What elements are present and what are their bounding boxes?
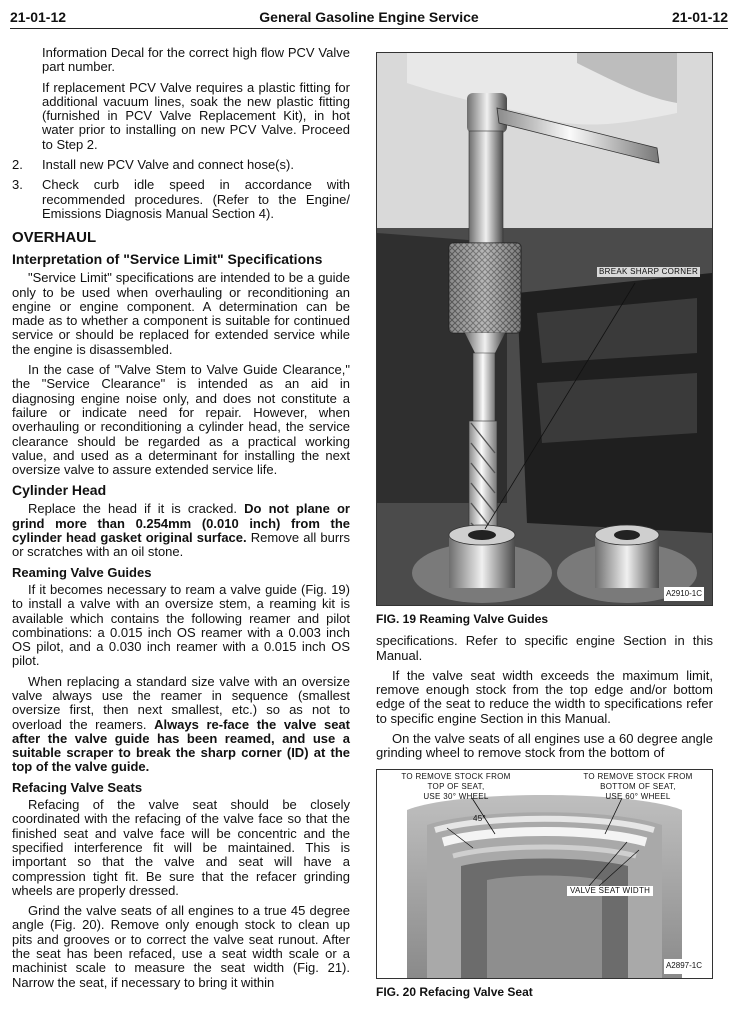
step-text: Install new PCV Valve and connect hose(s). xyxy=(42,157,294,173)
heading-reaming: Reaming Valve Guides xyxy=(12,564,152,580)
figure-code: A2910-1C xyxy=(664,587,704,601)
label-line: BOTTOM OF SEAT, xyxy=(600,781,676,791)
text-run: Replace the head if it is cracked. xyxy=(28,501,245,517)
heading-refacing: Refacing Valve Seats xyxy=(12,779,143,795)
label-line: TOP OF SEAT, xyxy=(427,781,485,791)
step-number: 2. xyxy=(12,157,23,173)
paragraph: On the valve seats of all engines use a 60 degree angle grinding wheel to remove stock from the bottom of xyxy=(376,731,713,761)
reaming-illustration xyxy=(377,53,712,605)
bold-text: Do not plane or grind more than 0.254mm (0.010 inch) from the cylinder head gasket original surface. xyxy=(12,501,350,546)
heading-cylinder-head: Cylinder Head xyxy=(12,482,107,499)
page-title: General Gasoline Engine Service xyxy=(259,9,479,25)
right-column xyxy=(376,52,713,1007)
left-column xyxy=(12,46,350,996)
paragraph: Information Decal for the correct high flow PCV Valve part number. xyxy=(42,45,350,75)
figure-19-caption: FIG. 19 Reaming Valve Guides xyxy=(376,612,549,626)
page-number-left: 21-01-12 xyxy=(10,9,67,25)
step-item xyxy=(12,178,350,221)
label-valve-seat-width: VALVE SEAT WIDTH xyxy=(567,886,653,896)
label-line: USE 60° WHEEL xyxy=(605,791,671,801)
page-header xyxy=(10,6,728,29)
paragraph: specifications. Refer to specific engine Section in this Manual. xyxy=(376,633,713,663)
figure-19 xyxy=(376,52,713,606)
paragraph: If replacement PCV Valve requires a plastic fitting for additional vacuum lines, soak the new plastic fitting (furnished in PCV Valve Replacement Kit), in hot water prior to installing on new PCV Valve. Proceed to Step 2. xyxy=(42,79,350,152)
figure-20 xyxy=(376,769,713,979)
figure-20-caption: FIG. 20 Refacing Valve Seat xyxy=(376,984,533,999)
label-line: TO REMOVE STOCK FROM xyxy=(401,771,511,781)
text-run: When replacing a standard size valve with an oversize valve always use the reamer in sequence (smallest oversize first, then next smallest, etc.) so as not to overload the reamers. xyxy=(12,673,350,732)
label-line: TO REMOVE STOCK FROM xyxy=(583,771,693,781)
paragraph: If it becomes necessary to ream a valve guide (Fig. 19) to install a valve with an oversize stem, a reaming kit is available which contains the following reamer and pilot combinations: a 0.015 inch OS reamer with a 0.003 inch OS pilot, and a 0.030 inch reamer with a 0.015 inch OS pilot. xyxy=(12,581,350,669)
step-item xyxy=(12,158,350,172)
bold-text: Always re-face the valve seat after the valve guide has been reamed, and use a suitable scraper to break the sharp corner (ID) at the top of the valve guide. xyxy=(12,716,350,775)
paragraph: "Service Limit" specifications are intended to be a guide only to be used when overhauling or reconditioning an engine or engine component. A determination can be made as to whether a component is suitable for continued service or should be replaced for extended service while the engine is disassembled. xyxy=(12,270,350,357)
paragraph xyxy=(12,502,350,559)
label-angle: 45° xyxy=(473,813,486,823)
paragraph xyxy=(12,675,350,775)
step-text: Check curb idle speed in accordance with recommended procedures. (Refer to the Engine/ Emissions Diagnosis Manual Section 4). xyxy=(42,177,350,221)
text-run: Remove all burrs or scratches with an oil stone. xyxy=(12,530,350,560)
paragraph: If the valve seat width exceeds the maximum limit, remove enough stock from the top edge and/or bottom edge of the seat to reduce the width to specifications refer to specific engine Section in this Manual. xyxy=(376,667,713,726)
label-top-of-seat xyxy=(391,772,521,802)
paragraph: In the case of "Valve Stem to Valve Guide Clearance," the "Service Clearance" is intended as an aid in diagnosing engine noise only, and does not constitute a failure or indicate need for repair. However, when overhauling or reconditioning a cylinder head, the service clearance should be regarded as a practical working value, and used as a determinant for installing the next oversize valve to assure extended service life. xyxy=(12,362,350,478)
paragraph: Refacing of the valve seat should be closely coordinated with the refacing of the valve face so that the finished seat and valve face will be concentric and the specified interference fit will be maintained. This is important so that the valve and seat will have a compression tight fit. Be sure that the refacer grinding wheels are properly dressed. xyxy=(12,797,350,898)
label-bottom-of-seat xyxy=(573,772,703,802)
step-number: 3. xyxy=(12,177,23,193)
figure-code: A2897-1C xyxy=(664,959,704,973)
heading-service-limit: Interpretation of "Service Limit" Specifications xyxy=(12,251,323,268)
paragraph: Grind the valve seats of all engines to a true 45 degree angle (Fig. 20). Remove only enough stock to clean up pits and grooves or to correct the valve seat runout. After the seat has been refaced, use a seat width scale or a machinist scale to measure the seat width (Fig. 21). Narrow the seat, if necessary to bring it within xyxy=(12,903,350,990)
label-break-sharp-corner: BREAK SHARP CORNER xyxy=(599,267,699,276)
section-heading-overhaul: OVERHAUL xyxy=(12,229,97,247)
page-number-right: 21-01-12 xyxy=(671,9,728,25)
label-line: USE 30° WHEEL xyxy=(423,791,489,801)
